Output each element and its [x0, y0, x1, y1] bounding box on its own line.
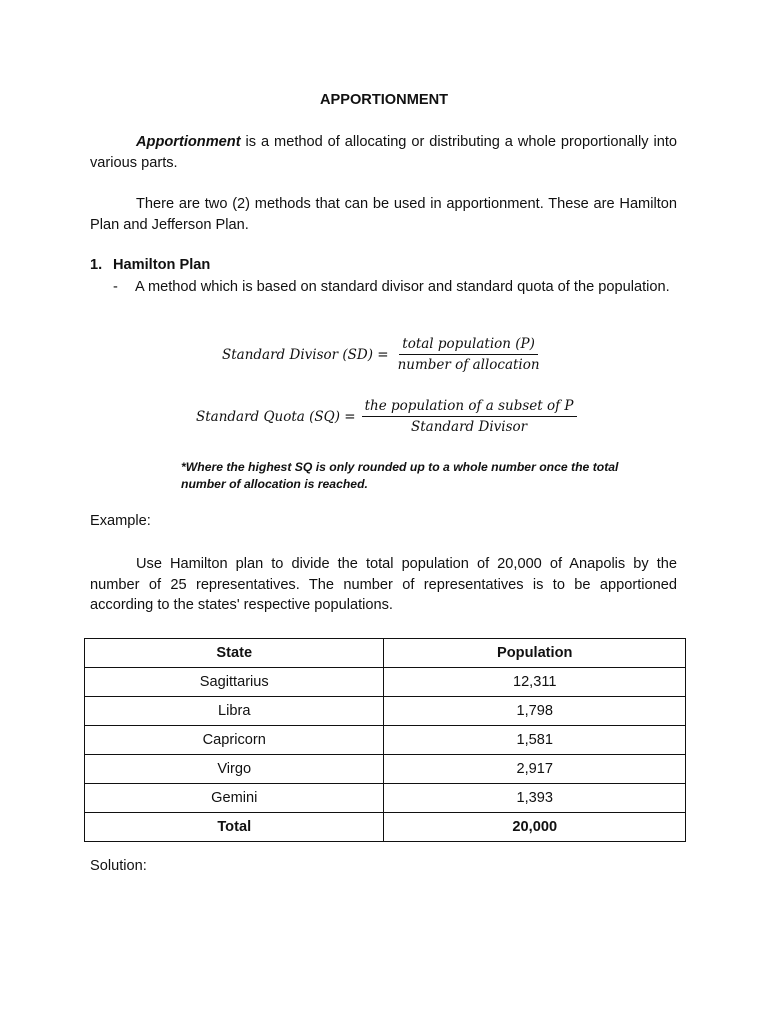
table-row: [85, 726, 686, 755]
formula-denominator: number of allocation: [397, 357, 540, 373]
intro-definition: is a method of allocating or distributing a whole proportionally into various parts.: [90, 134, 677, 171]
table-row: [85, 784, 686, 813]
table-row: [85, 755, 686, 784]
population-cell: 1,798: [384, 697, 686, 726]
example-paragraph: [90, 554, 677, 616]
formula-fraction: [362, 398, 577, 435]
population-cell: 1,581: [384, 726, 686, 755]
section-number: 1.: [90, 257, 103, 273]
formula-standard-divisor: [222, 336, 543, 373]
population-cell: 12,311: [384, 668, 686, 697]
formula-standard-quota: [196, 398, 577, 435]
formula-numerator: total population (P): [399, 336, 538, 355]
state-cell: Libra: [85, 697, 384, 726]
state-cell: Sagittarius: [85, 668, 384, 697]
state-cell: Capricorn: [85, 726, 384, 755]
example-label: Example:: [90, 513, 151, 529]
table-total-row: [85, 813, 686, 842]
solution-label: Solution:: [90, 858, 147, 874]
population-table: [84, 638, 686, 842]
bullet-text: A method which is based on standard divisor and standard quota of the population.: [135, 279, 670, 295]
population-cell: 2,917: [384, 755, 686, 784]
state-cell: Gemini: [85, 784, 384, 813]
formula-lhs: Standard Quota (SQ) =: [196, 408, 356, 425]
methods-paragraph: [90, 194, 677, 235]
formula-denominator: Standard Divisor: [411, 419, 528, 435]
methods-text: There are two (2) methods that can be used in apportionment. These are Hamilton Plan and Jefferson Plan.: [90, 196, 677, 233]
intro-term: Apportionment: [136, 134, 241, 150]
column-header-population: Population: [384, 639, 686, 668]
section-title: Hamilton Plan: [113, 257, 211, 273]
intro-paragraph: [90, 132, 677, 173]
formula-lhs: Standard Divisor (SD) =: [222, 346, 389, 363]
population-cell: 1,393: [384, 784, 686, 813]
column-header-state: State: [85, 639, 384, 668]
table-header-row: [85, 639, 686, 668]
formula-fraction: [395, 336, 543, 373]
bullet-item: [113, 277, 677, 298]
section-heading: [90, 257, 210, 273]
total-label-cell: Total: [85, 813, 384, 842]
formula-numerator: the population of a subset of P: [362, 398, 577, 417]
bullet-dash: -: [113, 279, 118, 295]
rounding-note: *Where the highest SQ is only rounded up to a whole number once the total number of allocation is reached.: [181, 460, 619, 491]
example-text: Use Hamilton plan to divide the total population of 20,000 of Anapolis by the number of 25 representatives. The number of representatives is to be apportioned according to the states' respective populations.: [90, 556, 677, 613]
state-cell: Virgo: [85, 755, 384, 784]
total-value-cell: 20,000: [384, 813, 686, 842]
table-row: [85, 697, 686, 726]
table-row: [85, 668, 686, 697]
page-title: APPORTIONMENT: [319, 92, 449, 108]
